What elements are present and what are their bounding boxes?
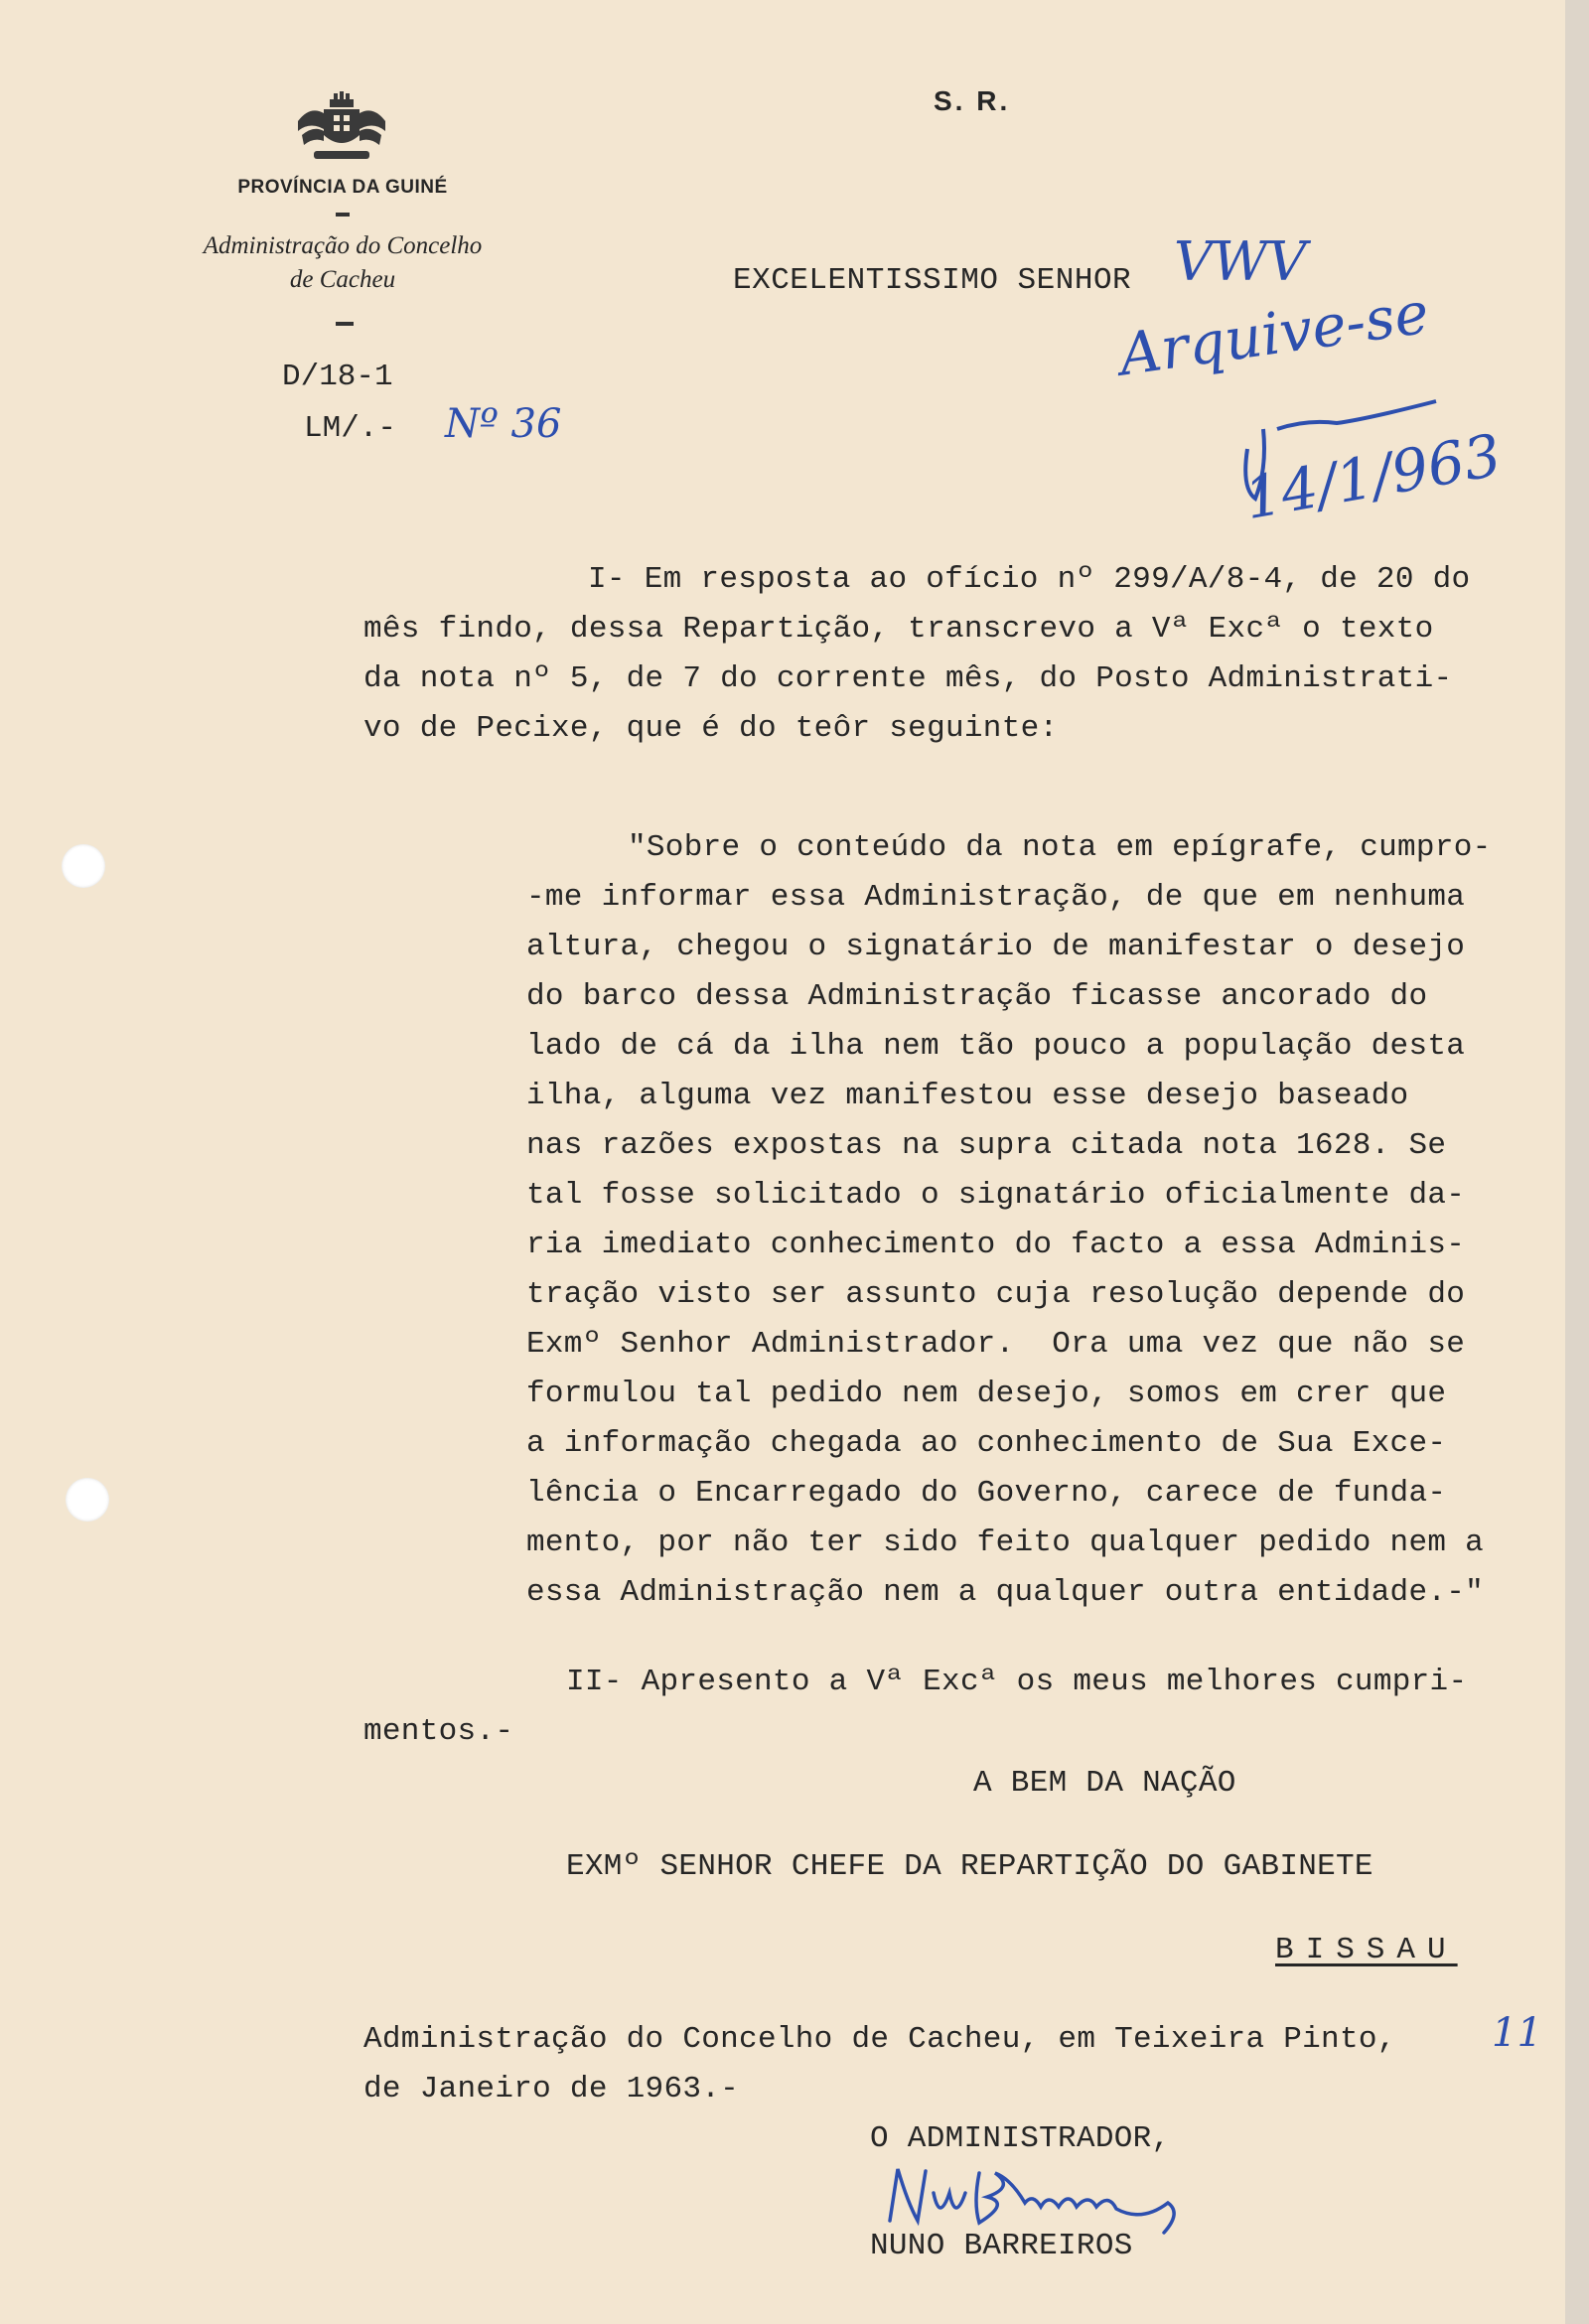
quote-line: ilha, alguma vez manifestou esse desejo baseado <box>526 1079 1409 1113</box>
body-line: I- Em resposta ao ofício nº 299/A/8-4, de 20 do <box>588 562 1471 597</box>
body-line: vo de Pecixe, que é do teôr seguinte: <box>363 711 1059 746</box>
signatory-name: NUNO BARREIROS <box>870 2229 1133 2263</box>
quote-line: "Sobre o conteúdo da nota em epígrafe, cumpro- <box>628 830 1492 865</box>
salutation: EXCELENTISSIMO SENHOR <box>733 263 1132 298</box>
quote-line: lência o Encarregado do Governo, carece de funda- <box>526 1476 1447 1511</box>
quote-line: -me informar essa Administração, de que em nenhuma <box>526 880 1466 915</box>
security-classification: S. R. <box>934 85 1011 116</box>
divider <box>336 213 350 217</box>
body-line: mês findo, dessa Repartição, transcrevo a Vª Excª o texto <box>363 612 1434 647</box>
quote-line: lado de cá da ilha nem tão pouco a população desta <box>526 1029 1466 1064</box>
date-line: de Janeiro de 1963.- <box>363 2072 740 2106</box>
handwritten-annotation: VWV <box>1174 230 1307 293</box>
handwritten-date: 14/1/963 <box>1239 420 1507 533</box>
signatory-title: O ADMINISTRADOR, <box>870 2121 1171 2156</box>
quote-line: a informação chegada ao conhecimento de Sua Exce- <box>526 1426 1447 1461</box>
body-line: II- Apresento a Vª Excª os meus melhores cumpri- <box>566 1665 1468 1699</box>
quote-line: tal fosse solicitado o signatário oficialmente da- <box>526 1178 1466 1213</box>
quote-line: mento, por não ter sido feito qualquer pedido nem a <box>526 1525 1485 1560</box>
reference-code: LM/.- <box>304 411 397 446</box>
punch-hole <box>62 844 105 888</box>
handwritten-day: 11 <box>1492 2010 1542 2056</box>
city: BISSAU <box>1275 1933 1458 1967</box>
addressee: EXMº SENHOR CHEFE DA REPARTIÇÃO DO GABINETE <box>566 1849 1373 1884</box>
date-line: Administração do Concelho de Cacheu, em Teixeira Pinto, <box>363 2022 1396 2057</box>
administration-line: Administração do Concelho <box>203 232 483 259</box>
handwritten-annotation: Arquive-se <box>1114 278 1433 389</box>
quote-line: Exmº Senhor Administrador. Ora uma vez que não se <box>526 1327 1466 1362</box>
quote-line: do barco dessa Administração ficasse ancorado do <box>526 979 1428 1014</box>
divider <box>336 322 354 326</box>
quote-line: essa Administração nem a qualquer outra entidade.-" <box>526 1575 1485 1610</box>
reference-code: D/18-1 <box>282 360 393 394</box>
quote-line: nas razões expostas na supra citada nota 1628. Se <box>526 1128 1447 1163</box>
administration-line: de Cacheu <box>289 266 396 293</box>
quote-line: formulou tal pedido nem desejo, somos em crer que <box>526 1377 1447 1411</box>
motto: A BEM DA NAÇÃO <box>973 1766 1236 1801</box>
quote-line: altura, chegou o signatário de manifestar o desejo <box>526 930 1466 964</box>
handwritten-number: Nº 36 <box>445 401 562 447</box>
quote-line: tração visto ser assunto cuja resolução depende do <box>526 1277 1466 1312</box>
province-heading: PROVÍNCIA DA GUINÉ <box>237 177 448 198</box>
punch-hole <box>66 1478 109 1522</box>
body-line: da nota nº 5, de 7 do corrente mês, do Posto Administrati- <box>363 661 1453 696</box>
coat-of-arms-emblem <box>294 91 389 165</box>
handwritten-initials <box>1237 389 1446 508</box>
body-line: mentos.- <box>363 1714 514 1749</box>
quote-line: ria imediato conhecimento do facto a essa Adminis- <box>526 1228 1466 1262</box>
